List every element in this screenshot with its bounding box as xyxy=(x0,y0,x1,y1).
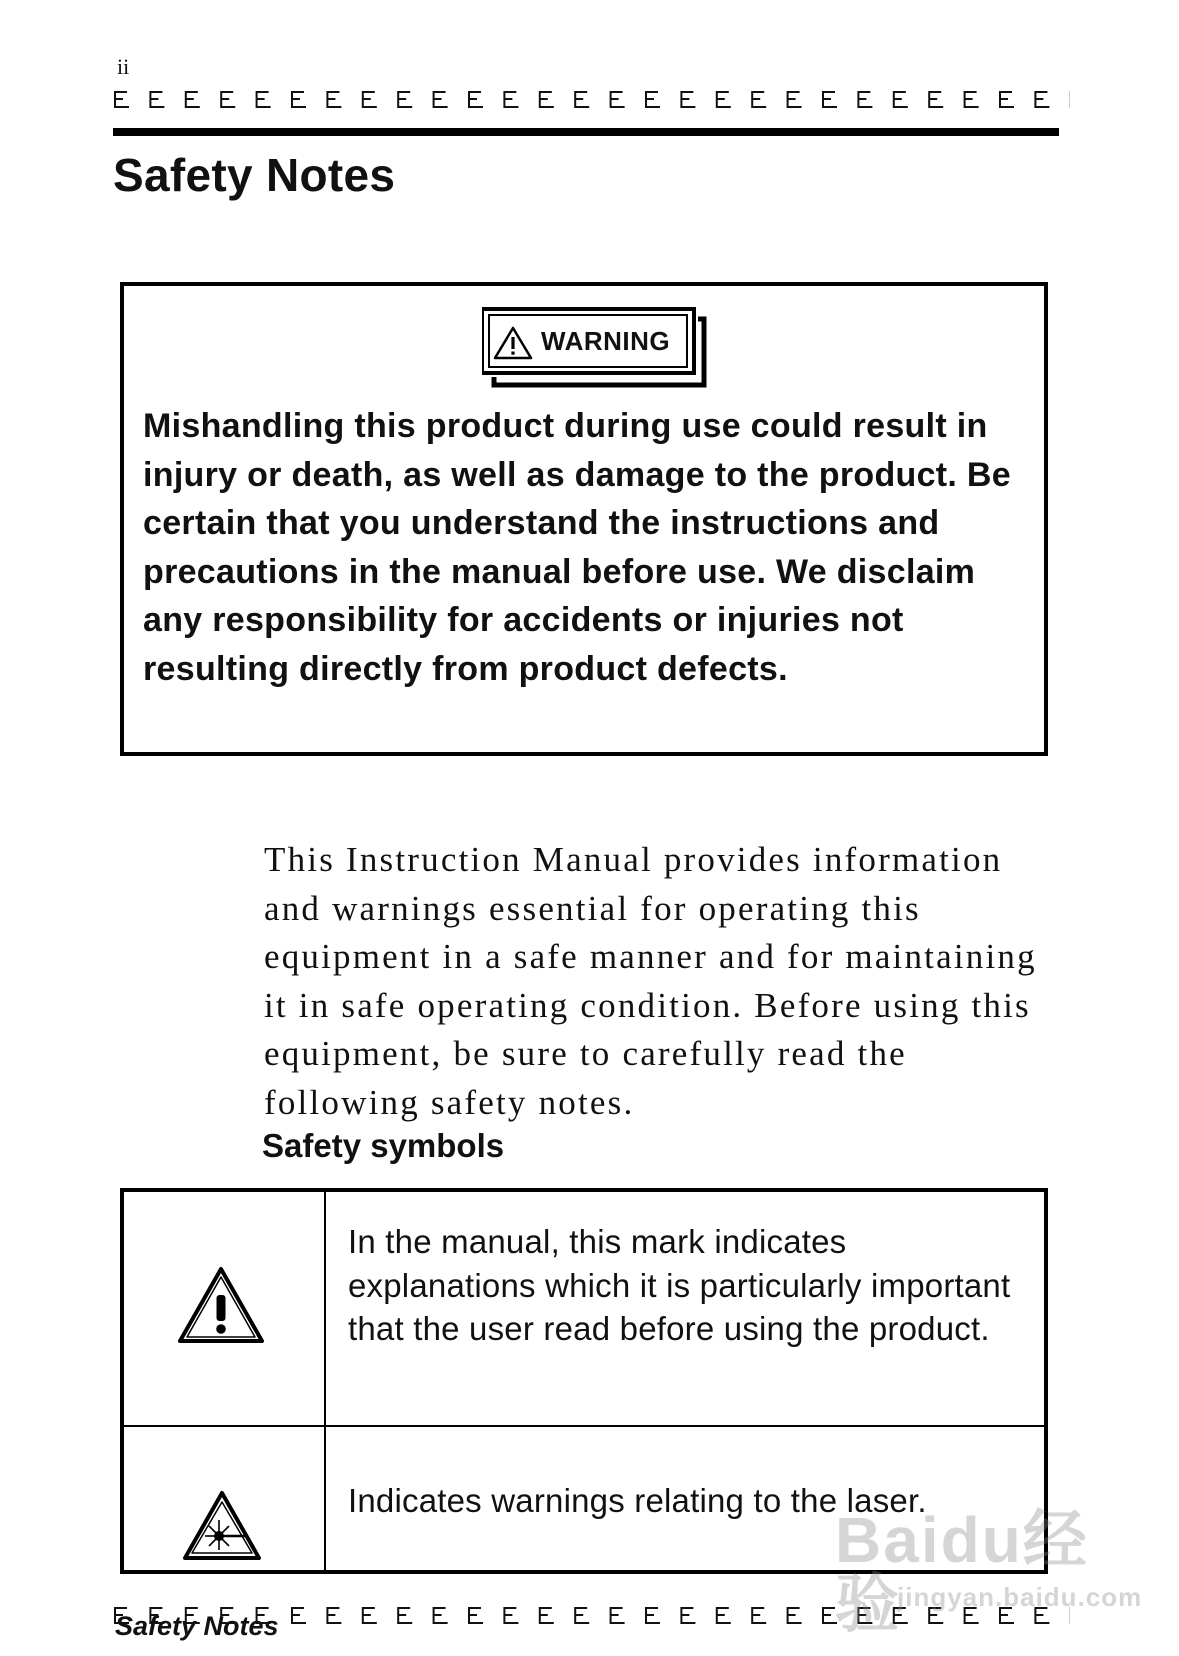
page-number: ii xyxy=(117,54,130,79)
tab-mark-glyph xyxy=(434,92,448,107)
tab-mark-glyph xyxy=(469,1608,483,1623)
laser-symbol-description: Indicates warnings relating to the laser. xyxy=(348,1482,927,1519)
tab-mark-glyph xyxy=(575,1608,589,1623)
tab-mark-glyph xyxy=(611,92,625,107)
tab-mark-glyph xyxy=(434,1608,448,1623)
tab-mark-glyph xyxy=(646,1608,660,1623)
watermark-url: jingyan.baidu.com xyxy=(897,1582,1143,1612)
tab-mark-glyph xyxy=(1000,92,1014,107)
tab-mark-glyph xyxy=(398,1608,412,1623)
tab-mark-glyph xyxy=(717,92,731,107)
caution-triangle-icon xyxy=(176,1265,266,1350)
safety-symbols-heading: Safety symbols xyxy=(262,1127,505,1164)
table-column-divider xyxy=(324,1188,326,1574)
tab-mark-glyph xyxy=(504,92,518,107)
tab-mark-glyph xyxy=(717,1608,731,1623)
tab-mark-glyph xyxy=(858,92,872,107)
tab-mark-glyph xyxy=(292,1608,306,1623)
tab-mark-glyph xyxy=(929,92,943,107)
tab-mark-glyph xyxy=(965,92,979,107)
tab-mark-glyph xyxy=(363,92,377,107)
header-tab-decoration xyxy=(108,88,1070,112)
caution-symbol-description: In the manual, this mark indicates explanations which it is particularly important that the user read before using the product. xyxy=(348,1223,1011,1347)
warning-triangle-icon xyxy=(493,325,533,366)
intro-paragraph: This Instruction Manual provides information and warnings essential for operating this equipment in a safe manner and for maintaining it in safe operating condition. Before using this equipment, be sure to carefully read the following safety notes. xyxy=(264,840,1037,1122)
tab-mark-glyph xyxy=(327,1608,341,1623)
tab-mark-glyph xyxy=(221,92,235,107)
tab-mark-glyph xyxy=(681,1608,695,1623)
tab-mark-glyph xyxy=(681,92,695,107)
tab-mark-glyph xyxy=(823,92,837,107)
tab-mark-glyph xyxy=(363,1608,377,1623)
tab-mark-glyph xyxy=(186,92,200,107)
laser-warning-icon xyxy=(182,1490,262,1567)
tab-mark-glyph xyxy=(115,92,129,107)
warning-label: WARNING xyxy=(541,326,671,356)
tab-mark-glyph xyxy=(398,92,412,107)
tab-mark-glyph xyxy=(752,92,766,107)
tab-mark-glyph xyxy=(1035,92,1049,107)
tab-mark-glyph xyxy=(150,92,164,107)
table-row-divider xyxy=(124,1425,1044,1427)
tab-mark-glyph xyxy=(540,1608,554,1623)
tab-mark-glyph xyxy=(292,92,306,107)
baidu-watermark xyxy=(835,1504,1143,1640)
footer-label: Safety Notes xyxy=(115,1611,279,1641)
tab-mark-glyph xyxy=(327,92,341,107)
tab-mark-glyph xyxy=(575,92,589,107)
tab-mark-glyph xyxy=(752,1608,766,1623)
tab-mark-glyph xyxy=(504,1608,518,1623)
tab-mark-glyph xyxy=(469,92,483,107)
tab-mark-glyph xyxy=(788,92,802,107)
tab-mark-glyph xyxy=(540,92,554,107)
tab-mark-glyph xyxy=(646,92,660,107)
page-title: Safety Notes xyxy=(113,149,396,201)
tab-mark-glyph xyxy=(894,92,908,107)
tab-mark-glyph xyxy=(788,1608,802,1623)
warning-text: Mishandling this product during use could result in injury or death, as well as damage to the product. Be certain that you understand the instructions and precautions in the manual before use. We disclaim any responsibility for accidents or injuries not resulting directly from product defects. xyxy=(143,407,1011,688)
tab-mark-glyph xyxy=(257,92,271,107)
header-rule xyxy=(113,128,1059,136)
tab-mark-glyph xyxy=(611,1608,625,1623)
watermark-logo-text: Baidu经验 xyxy=(835,1504,1089,1640)
